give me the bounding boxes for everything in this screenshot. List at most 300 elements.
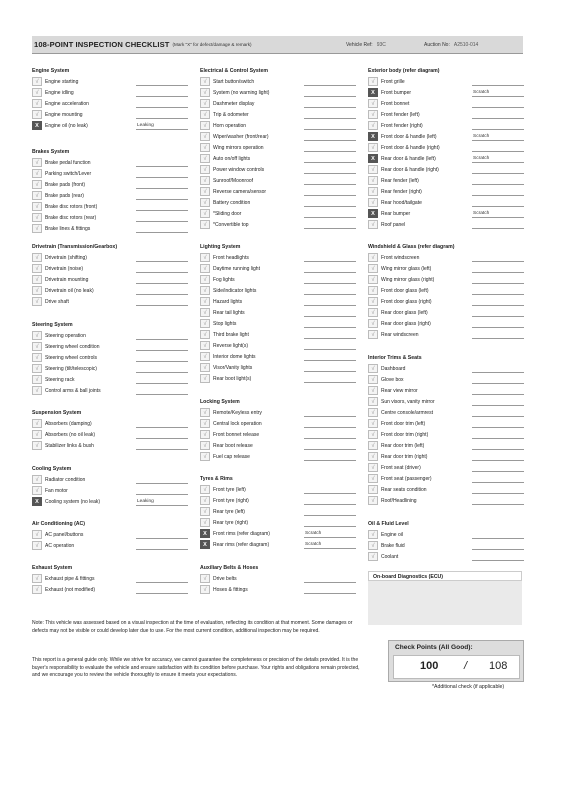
remark-field[interactable] bbox=[304, 518, 356, 527]
remark-field[interactable] bbox=[136, 331, 188, 340]
check-mark[interactable]: √ bbox=[368, 397, 378, 406]
check-mark[interactable]: √ bbox=[368, 198, 378, 207]
remark-field[interactable] bbox=[136, 585, 188, 594]
check-mark[interactable]: √ bbox=[368, 220, 378, 229]
remark-field[interactable] bbox=[304, 143, 356, 152]
check-mark[interactable]: √ bbox=[200, 408, 210, 417]
remark-field[interactable] bbox=[304, 574, 356, 583]
check-mark[interactable]: √ bbox=[200, 363, 210, 372]
section-engine-system bbox=[32, 66, 197, 131]
remark-field[interactable] bbox=[136, 180, 188, 189]
check-item-label: Fog lights bbox=[213, 276, 235, 283]
remark-field[interactable] bbox=[472, 297, 524, 306]
check-mark[interactable]: √ bbox=[32, 364, 42, 373]
check-mark[interactable]: √ bbox=[200, 297, 210, 306]
remark-field[interactable] bbox=[136, 386, 188, 395]
check-item-label: Battery condition bbox=[213, 199, 251, 206]
check-mark[interactable]: √ bbox=[200, 77, 210, 86]
check-mark[interactable]: √ bbox=[368, 375, 378, 384]
check-mark[interactable]: √ bbox=[368, 430, 378, 439]
ecu-section bbox=[368, 571, 522, 625]
check-item-label: Coolant bbox=[381, 553, 399, 560]
check-mark[interactable]: √ bbox=[368, 165, 378, 174]
check-mark[interactable]: √ bbox=[32, 486, 42, 495]
check-mark[interactable]: √ bbox=[200, 165, 210, 174]
check-mark[interactable]: √ bbox=[368, 99, 378, 108]
report-title: 108-POINT INSPECTION CHECKLIST bbox=[34, 40, 170, 49]
remark-field[interactable] bbox=[304, 253, 356, 262]
check-item-label: Front tyre (left) bbox=[213, 486, 246, 493]
remark-field[interactable] bbox=[304, 485, 356, 494]
check-mark[interactable]: √ bbox=[200, 452, 210, 461]
remark-field[interactable] bbox=[304, 286, 356, 295]
remark-field[interactable] bbox=[304, 374, 356, 383]
check-mark[interactable]: √ bbox=[368, 419, 378, 428]
remark-field[interactable] bbox=[472, 330, 524, 339]
remark-field[interactable] bbox=[472, 198, 524, 207]
remark-field[interactable] bbox=[472, 419, 524, 428]
remark-field[interactable]: Scratch bbox=[304, 540, 356, 549]
check-mark[interactable]: √ bbox=[200, 121, 210, 130]
check-item-rear-windscreen bbox=[368, 329, 533, 340]
check-item-trip-odometer bbox=[200, 109, 365, 120]
check-mark[interactable]: √ bbox=[368, 552, 378, 561]
remark-field[interactable] bbox=[472, 121, 524, 130]
remark-field[interactable] bbox=[304, 430, 356, 439]
check-mark[interactable]: √ bbox=[200, 441, 210, 450]
check-mark[interactable]: √ bbox=[368, 77, 378, 86]
remark-field[interactable] bbox=[472, 441, 524, 450]
remark-field[interactable] bbox=[136, 541, 188, 550]
check-mark[interactable]: √ bbox=[32, 441, 42, 450]
check-mark[interactable]: √ bbox=[200, 99, 210, 108]
check-mark[interactable]: √ bbox=[32, 253, 42, 262]
check-item-label: Rear hood/tailgate bbox=[381, 199, 422, 206]
check-mark[interactable]: √ bbox=[368, 496, 378, 505]
defect-mark[interactable]: X bbox=[200, 529, 210, 538]
check-mark[interactable]: √ bbox=[200, 574, 210, 583]
remark-field[interactable] bbox=[472, 143, 524, 152]
check-mark[interactable]: √ bbox=[200, 88, 210, 97]
check-mark[interactable]: √ bbox=[368, 452, 378, 461]
check-mark[interactable]: √ bbox=[32, 574, 42, 583]
check-item-label: Front fender (left) bbox=[381, 111, 420, 118]
remark-field[interactable] bbox=[136, 375, 188, 384]
section-windshield-glass-refer-diagram bbox=[368, 242, 533, 340]
check-mark[interactable]: √ bbox=[200, 187, 210, 196]
check-mark[interactable]: √ bbox=[200, 485, 210, 494]
remark-field[interactable] bbox=[304, 363, 356, 372]
check-mark[interactable]: √ bbox=[32, 202, 42, 211]
check-mark[interactable]: √ bbox=[32, 375, 42, 384]
check-mark[interactable]: √ bbox=[200, 352, 210, 361]
check-mark[interactable]: √ bbox=[368, 364, 378, 373]
remark-field[interactable] bbox=[472, 165, 524, 174]
check-mark[interactable]: √ bbox=[32, 158, 42, 167]
remark-field[interactable] bbox=[472, 474, 524, 483]
remark-field[interactable]: Leaking bbox=[136, 121, 188, 130]
check-item-label: Control arms & ball joints bbox=[45, 387, 101, 394]
remark-field[interactable] bbox=[304, 209, 356, 218]
remark-field[interactable] bbox=[136, 213, 188, 222]
remark-field[interactable] bbox=[136, 475, 188, 484]
check-mark[interactable]: √ bbox=[32, 331, 42, 340]
remark-field[interactable] bbox=[304, 585, 356, 594]
remark-field[interactable] bbox=[136, 169, 188, 178]
remark-field[interactable] bbox=[304, 496, 356, 505]
check-mark[interactable]: √ bbox=[32, 541, 42, 550]
remark-field[interactable] bbox=[304, 408, 356, 417]
check-mark[interactable]: √ bbox=[368, 176, 378, 185]
check-item-start-button-switch bbox=[200, 76, 365, 87]
remark-field[interactable] bbox=[304, 176, 356, 185]
defect-mark[interactable]: X bbox=[368, 209, 378, 218]
remark-field[interactable] bbox=[304, 220, 356, 229]
check-item-label: Front door glass (left) bbox=[381, 287, 429, 294]
check-mark[interactable]: √ bbox=[368, 264, 378, 273]
check-mark[interactable]: √ bbox=[32, 169, 42, 178]
check-item-label: Steering rack bbox=[45, 376, 75, 383]
defect-mark[interactable]: X bbox=[32, 121, 42, 130]
check-mark[interactable]: √ bbox=[368, 286, 378, 295]
check-item-label: Brake pads (front) bbox=[45, 181, 86, 188]
check-mark[interactable]: √ bbox=[200, 496, 210, 505]
check-mark[interactable]: √ bbox=[368, 319, 378, 328]
remark-field[interactable]: Scratch bbox=[472, 132, 524, 141]
check-mark[interactable]: √ bbox=[32, 275, 42, 284]
check-item-engine-oil bbox=[368, 529, 533, 540]
checkpoints-good: 100 bbox=[420, 660, 439, 672]
remark-field[interactable]: Scratch bbox=[472, 209, 524, 218]
check-item-label: AC panel/buttons bbox=[45, 531, 84, 538]
check-mark[interactable]: √ bbox=[200, 154, 210, 163]
check-mark[interactable]: √ bbox=[200, 374, 210, 383]
checkpoints-slash: / bbox=[464, 660, 468, 672]
check-mark[interactable]: √ bbox=[368, 541, 378, 550]
remark-field[interactable] bbox=[472, 541, 524, 550]
check-mark[interactable]: √ bbox=[200, 143, 210, 152]
check-item-label: Hoses & fittings bbox=[213, 586, 248, 593]
check-item-stabilizer-links-bush bbox=[32, 440, 197, 451]
check-mark[interactable]: √ bbox=[368, 441, 378, 450]
check-item-label: Reverse light(s) bbox=[213, 342, 249, 349]
remark-field[interactable] bbox=[472, 319, 524, 328]
remark-field[interactable] bbox=[472, 187, 524, 196]
check-item-label: Glove box bbox=[381, 376, 404, 383]
check-mark[interactable]: √ bbox=[200, 110, 210, 119]
check-mark[interactable]: √ bbox=[32, 430, 42, 439]
section-title: Exhaust System bbox=[32, 565, 73, 571]
check-item-drivetrain-oil-no-leak bbox=[32, 285, 197, 296]
check-mark[interactable]: √ bbox=[368, 330, 378, 339]
remark-field[interactable] bbox=[136, 191, 188, 200]
check-item-system-no-warning-light bbox=[200, 87, 365, 98]
remark-field[interactable] bbox=[472, 253, 524, 262]
check-item-brake-disc-rotors-rear bbox=[32, 212, 197, 223]
defect-mark[interactable]: X bbox=[368, 88, 378, 97]
check-mark[interactable]: √ bbox=[200, 198, 210, 207]
remark-field[interactable] bbox=[136, 77, 188, 86]
remark-field[interactable] bbox=[304, 264, 356, 273]
check-item-front-tyre-left bbox=[200, 484, 365, 495]
check-mark[interactable]: √ bbox=[368, 474, 378, 483]
check-item-radiator-condition bbox=[32, 474, 197, 485]
check-item-front-door-handle-left bbox=[368, 131, 533, 142]
check-mark[interactable]: √ bbox=[32, 213, 42, 222]
check-mark[interactable]: √ bbox=[200, 253, 210, 262]
check-mark[interactable]: √ bbox=[32, 353, 42, 362]
check-item-drivetrain-mounting bbox=[32, 274, 197, 285]
remark-field[interactable] bbox=[304, 110, 356, 119]
defect-mark[interactable]: X bbox=[200, 540, 210, 549]
remark-field[interactable] bbox=[304, 154, 356, 163]
check-item-rear-boot-release bbox=[200, 440, 365, 451]
remark-field[interactable] bbox=[304, 165, 356, 174]
remark-field[interactable] bbox=[472, 463, 524, 472]
remark-field[interactable] bbox=[472, 220, 524, 229]
remark-field[interactable] bbox=[304, 341, 356, 350]
remark-field[interactable] bbox=[304, 441, 356, 450]
check-mark[interactable]: √ bbox=[368, 485, 378, 494]
check-mark[interactable]: √ bbox=[200, 419, 210, 428]
section-title: Engine System bbox=[32, 68, 70, 74]
check-mark[interactable]: √ bbox=[200, 132, 210, 141]
check-mark[interactable]: √ bbox=[32, 530, 42, 539]
check-item-fog-lights bbox=[200, 274, 365, 285]
check-mark[interactable]: √ bbox=[368, 297, 378, 306]
check-item-front-fender-right bbox=[368, 120, 533, 131]
check-item-fuel-cap-release bbox=[200, 451, 365, 462]
remark-field[interactable] bbox=[304, 198, 356, 207]
remark-field[interactable] bbox=[136, 419, 188, 428]
remark-field[interactable] bbox=[304, 452, 356, 461]
defect-mark[interactable]: X bbox=[32, 497, 42, 506]
remark-field[interactable] bbox=[472, 397, 524, 406]
check-mark[interactable]: √ bbox=[200, 209, 210, 218]
remark-field[interactable] bbox=[136, 530, 188, 539]
section-title: Interior Trims & Seats bbox=[368, 355, 422, 361]
check-item-label: Engine mounting bbox=[45, 111, 83, 118]
remark-field[interactable] bbox=[136, 342, 188, 351]
check-item-label: Front door & handle (left) bbox=[381, 133, 437, 140]
remark-field[interactable] bbox=[472, 386, 524, 395]
remark-field[interactable] bbox=[136, 88, 188, 97]
check-item-label: Front seat (driver) bbox=[381, 464, 421, 471]
check-mark[interactable]: √ bbox=[32, 180, 42, 189]
remark-field[interactable] bbox=[136, 224, 188, 233]
remark-field[interactable] bbox=[472, 110, 524, 119]
remark-field[interactable] bbox=[472, 99, 524, 108]
remark-field[interactable]: Scratch bbox=[472, 154, 524, 163]
check-item-label: Rear boot light(s) bbox=[213, 375, 252, 382]
check-item-label: Absorbers (no oil leak) bbox=[45, 431, 96, 438]
ecu-title: On-board Diagnostics (ECU) bbox=[368, 571, 522, 581]
check-mark[interactable]: √ bbox=[32, 286, 42, 295]
check-item-label: Rear tyre (right) bbox=[213, 519, 249, 526]
defect-mark[interactable]: X bbox=[368, 154, 378, 163]
remark-field[interactable] bbox=[472, 77, 524, 86]
section-brakes-system bbox=[32, 147, 197, 234]
remark-field[interactable] bbox=[304, 419, 356, 428]
section-oil-fluid-level bbox=[368, 519, 533, 562]
check-item-label: Rear door glass (right) bbox=[381, 320, 431, 327]
check-mark[interactable]: √ bbox=[200, 176, 210, 185]
remark-field[interactable] bbox=[304, 132, 356, 141]
check-item-label: Engine oil (no leak) bbox=[45, 122, 88, 129]
remark-field[interactable]: Leaking bbox=[136, 497, 188, 506]
remark-field[interactable] bbox=[304, 507, 356, 516]
check-item-label: Drivetrain (shifting) bbox=[45, 254, 87, 261]
remark-field[interactable] bbox=[136, 158, 188, 167]
check-item-label: Roof panel bbox=[381, 221, 406, 228]
check-item-engine-oil-no-leak bbox=[32, 120, 197, 131]
check-mark[interactable]: √ bbox=[368, 275, 378, 284]
remark-field[interactable] bbox=[472, 485, 524, 494]
remark-field[interactable] bbox=[304, 121, 356, 130]
remark-field[interactable] bbox=[472, 275, 524, 284]
check-mark[interactable]: √ bbox=[200, 330, 210, 339]
check-item-rear-seats-condition bbox=[368, 484, 533, 495]
remark-field[interactable] bbox=[304, 297, 356, 306]
remark-field[interactable]: Scratch bbox=[472, 88, 524, 97]
check-mark[interactable]: √ bbox=[200, 264, 210, 273]
check-mark[interactable]: √ bbox=[32, 77, 42, 86]
check-mark[interactable]: √ bbox=[200, 308, 210, 317]
check-mark[interactable]: √ bbox=[32, 88, 42, 97]
check-mark[interactable]: √ bbox=[32, 264, 42, 273]
section-air-conditioning-ac bbox=[32, 519, 197, 551]
remark-field[interactable] bbox=[472, 408, 524, 417]
check-mark[interactable]: √ bbox=[200, 585, 210, 594]
check-item-roof-headlining bbox=[368, 495, 533, 506]
remark-field[interactable] bbox=[136, 253, 188, 262]
check-mark[interactable]: √ bbox=[368, 408, 378, 417]
remark-field[interactable] bbox=[136, 275, 188, 284]
check-item-exhaust-pipe-fittings bbox=[32, 573, 197, 584]
section-title: Electrical & Control System bbox=[200, 68, 269, 74]
check-mark[interactable]: √ bbox=[32, 99, 42, 108]
check-item-brake-fluid bbox=[368, 540, 533, 551]
check-mark[interactable]: √ bbox=[32, 297, 42, 306]
remark-field[interactable] bbox=[136, 297, 188, 306]
remark-field[interactable] bbox=[304, 187, 356, 196]
remark-field[interactable] bbox=[304, 275, 356, 284]
check-mark[interactable]: √ bbox=[200, 430, 210, 439]
remark-field[interactable] bbox=[472, 430, 524, 439]
check-mark[interactable]: √ bbox=[368, 530, 378, 539]
remark-field[interactable] bbox=[472, 552, 524, 561]
remark-field[interactable] bbox=[304, 88, 356, 97]
check-mark[interactable]: √ bbox=[32, 585, 42, 594]
check-item-label: Front bonnet release bbox=[213, 431, 260, 438]
section-steering-system bbox=[32, 320, 197, 396]
check-mark[interactable]: √ bbox=[32, 224, 42, 233]
check-mark[interactable]: √ bbox=[368, 110, 378, 119]
checkpoints-panel bbox=[388, 640, 524, 682]
check-item-label: Drivetrain mounting bbox=[45, 276, 89, 283]
remark-field[interactable]: Scratch bbox=[304, 529, 356, 538]
remark-field[interactable] bbox=[304, 352, 356, 361]
remark-field[interactable] bbox=[472, 530, 524, 539]
remark-field[interactable] bbox=[136, 202, 188, 211]
check-mark[interactable]: √ bbox=[32, 342, 42, 351]
remark-field[interactable] bbox=[472, 264, 524, 273]
remark-field[interactable] bbox=[304, 330, 356, 339]
remark-field[interactable] bbox=[304, 99, 356, 108]
remark-field[interactable] bbox=[472, 496, 524, 505]
remark-field[interactable] bbox=[304, 319, 356, 328]
check-item-wing-mirrors-operation bbox=[200, 142, 365, 153]
check-item-label: Front grille bbox=[381, 78, 405, 85]
check-item-label: Rear windscreen bbox=[381, 331, 419, 338]
remark-field[interactable] bbox=[304, 308, 356, 317]
check-item-central-lock-operation bbox=[200, 418, 365, 429]
remark-field[interactable] bbox=[472, 452, 524, 461]
additional-check-footnote: *Additional check (if applicable) bbox=[432, 684, 505, 690]
check-mark[interactable]: √ bbox=[200, 341, 210, 350]
remark-field[interactable] bbox=[136, 353, 188, 362]
check-mark[interactable]: √ bbox=[200, 507, 210, 516]
check-item-battery-condition bbox=[200, 197, 365, 208]
remark-field[interactable] bbox=[304, 77, 356, 86]
check-mark[interactable]: √ bbox=[32, 475, 42, 484]
defect-mark[interactable]: X bbox=[368, 132, 378, 141]
check-mark[interactable]: √ bbox=[32, 419, 42, 428]
check-mark[interactable]: √ bbox=[368, 308, 378, 317]
check-mark[interactable]: √ bbox=[32, 386, 42, 395]
remark-field[interactable] bbox=[472, 286, 524, 295]
check-item-rear-bumper bbox=[368, 208, 533, 219]
remark-field[interactable] bbox=[136, 441, 188, 450]
check-item-rear-tyre-left bbox=[200, 506, 365, 517]
check-mark[interactable]: √ bbox=[368, 143, 378, 152]
remark-field[interactable] bbox=[472, 364, 524, 373]
remark-field[interactable] bbox=[136, 99, 188, 108]
check-item-side-indicator-lights bbox=[200, 285, 365, 296]
check-mark[interactable]: √ bbox=[200, 286, 210, 295]
remark-field[interactable] bbox=[136, 430, 188, 439]
check-item-label: Dashmeter display bbox=[213, 100, 255, 107]
check-mark[interactable]: √ bbox=[200, 275, 210, 284]
remark-field[interactable] bbox=[136, 364, 188, 373]
check-item-label: Front bumper bbox=[381, 89, 412, 96]
check-item-label: Dashboard bbox=[381, 365, 406, 372]
check-mark[interactable]: √ bbox=[200, 319, 210, 328]
check-mark[interactable]: √ bbox=[32, 110, 42, 119]
check-item-label: Steering (tilt/telescopic) bbox=[45, 365, 97, 372]
check-mark[interactable]: √ bbox=[32, 191, 42, 200]
remark-field[interactable] bbox=[472, 375, 524, 384]
remark-field[interactable] bbox=[472, 176, 524, 185]
remark-field[interactable] bbox=[136, 286, 188, 295]
check-mark[interactable]: √ bbox=[368, 386, 378, 395]
remark-field[interactable] bbox=[472, 308, 524, 317]
check-mark[interactable]: √ bbox=[368, 187, 378, 196]
check-mark[interactable]: √ bbox=[200, 518, 210, 527]
remark-field[interactable] bbox=[136, 486, 188, 495]
check-mark[interactable]: √ bbox=[368, 121, 378, 130]
check-item-label: Front door glass (right) bbox=[381, 298, 432, 305]
check-mark[interactable]: √ bbox=[368, 463, 378, 472]
remark-field[interactable] bbox=[136, 264, 188, 273]
check-mark[interactable]: √ bbox=[200, 220, 210, 229]
section-cooling-system bbox=[32, 464, 197, 507]
checkpoints-title: Check Points (All Good): bbox=[395, 644, 473, 651]
remark-field[interactable] bbox=[136, 574, 188, 583]
remark-field[interactable] bbox=[136, 110, 188, 119]
check-mark[interactable]: √ bbox=[368, 253, 378, 262]
check-item-rear-door-trim-left bbox=[368, 440, 533, 451]
